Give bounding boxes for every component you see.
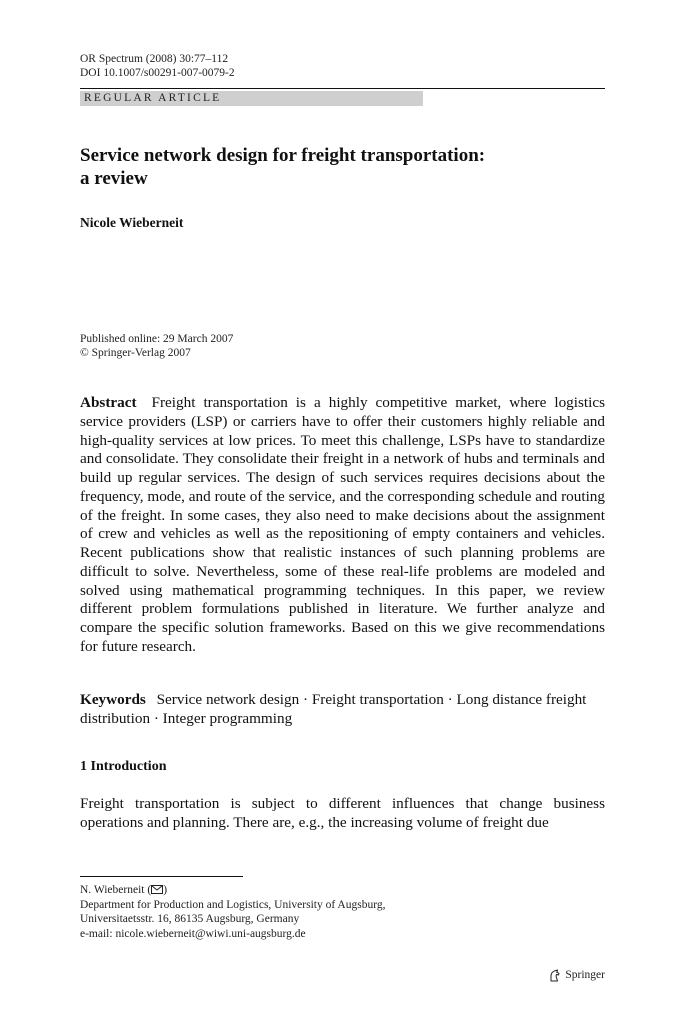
doi: DOI 10.1007/s00291-007-0079-2	[80, 67, 235, 79]
author-footnote	[80, 883, 385, 941]
paper-title-line-1: Service network design for freight transportation:	[80, 145, 486, 166]
article-type-label: REGULAR ARTICLE	[84, 92, 222, 104]
header-rule	[80, 88, 605, 89]
footnote-address: Universitaetsstr. 16, 86135 Augsburg, Germany	[80, 913, 300, 925]
footnote-author-line	[80, 883, 385, 898]
journal-citation: OR Spectrum (2008) 30:77–112	[80, 53, 229, 65]
section-heading: 1 Introduction	[80, 759, 167, 774]
springer-horse-icon	[548, 969, 561, 982]
publisher-name: Springer	[565, 969, 605, 981]
publisher-mark	[548, 968, 605, 982]
footnote-rule	[80, 876, 243, 877]
envelope-icon	[151, 885, 163, 894]
keywords-label: Keywords	[80, 691, 146, 708]
paper-title	[80, 144, 600, 190]
published-online: Published online: 29 March 2007	[80, 333, 234, 345]
footnote-email: e-mail: nicole.wieberneit@wiwi.uni-augsburg.de	[80, 927, 306, 940]
paper-title-line-2: a review	[80, 168, 148, 189]
footnote-author-name: N. Wieberneit (	[80, 884, 152, 896]
keywords-text: Service network design · Freight transportation · Long distance freight distribution · Integer programming	[80, 691, 587, 727]
author-name: Nicole Wieberneit	[80, 215, 184, 230]
abstract	[80, 394, 605, 657]
intro-paragraph: Freight transportation is subject to different influences that change business operations and planning. There are, e.g., the increasing volume of freight due	[80, 795, 605, 831]
copyright: © Springer-Verlag 2007	[80, 347, 191, 359]
footnote-author-close: )	[163, 884, 168, 896]
abstract-label: Abstract	[80, 394, 137, 411]
footnote-affiliation: Department for Production and Logistics, University of Augsburg,	[80, 898, 386, 911]
keywords	[80, 690, 605, 728]
abstract-text: Freight transportation is a highly competitive market, where logistics service providers (LSP) or carriers have to offer their customers highly reliable and high-quality services at low prices. To meet this challenge, LSPs have to standardize and consolidate. They consolidate their freight in a network of hubs and terminals and build up regular services. The design of such services requires decisions about the frequency, mode, and route of the service, and the corresponding schedule and routing of the freight. In some cases, they also need to make decisions about the assignment of crew and vehicles as well as the repositioning of empty containers and vehicles. Recent publications show that realistic instances of such planning problems are difficult to solve. Nevertheless, some of these real-life problems are modeled and solved using mathematical programming techniques. In this paper, we review different problem formulations published in literature. We further analyze and compare the specific solution frameworks. Based on this we give recommendations for future research.	[80, 394, 605, 655]
